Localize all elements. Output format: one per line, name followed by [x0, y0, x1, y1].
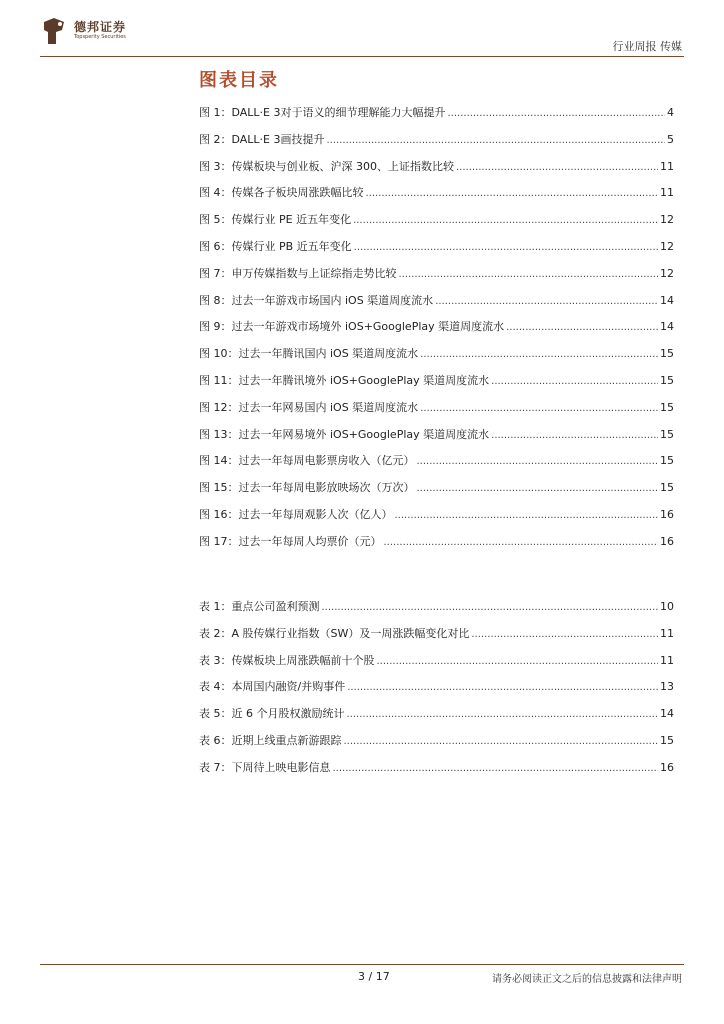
toc-entry[interactable]	[199, 479, 674, 506]
toc-entry-page: 12	[660, 213, 674, 227]
toc-entry-label: 图 9：过去一年游戏市场境外 iOS+GooglePlay 渠道周度流水	[199, 320, 505, 334]
toc-entry[interactable]	[199, 345, 674, 372]
toc-entry-label: 表 1：重点公司盈利预测	[199, 600, 320, 613]
toc-entry[interactable]	[199, 598, 674, 625]
toc-entry-label: 表 5：近 6 个月股权激励统计	[199, 707, 345, 721]
toc-entry-label: 图 6：传媒行业 PB 近五年变化	[199, 239, 352, 253]
toc-entry-page: 16	[660, 760, 674, 774]
toc-entry-label: 图 13：过去一年网易境外 iOS+GooglePlay 渠道周度流水	[199, 427, 490, 441]
figure-list	[199, 104, 674, 560]
toc-entry[interactable]	[199, 211, 674, 238]
toc-entry-label: 图 4：传媒各子板块周涨跌幅比较	[199, 186, 364, 200]
toc-entry-page: 16	[660, 507, 674, 521]
toc-entry-label: 图 8：过去一年游戏市场国内 iOS 渠道周度流水	[199, 293, 434, 307]
toc-entry-page: 15	[660, 481, 674, 495]
dot-leader	[456, 162, 658, 173]
dot-leader	[399, 269, 659, 280]
dot-leader	[448, 108, 666, 119]
toc-entry-page: 10	[660, 600, 674, 613]
toc-entry[interactable]	[199, 705, 674, 732]
toc-entry-page: 14	[660, 707, 674, 721]
toc-entry-label: 图 16：过去一年每周观影人次（亿人）	[199, 507, 393, 521]
dot-leader	[333, 763, 659, 774]
dot-leader	[395, 510, 659, 521]
toc-entry-page: 15	[660, 400, 674, 414]
toc-entry[interactable]	[199, 104, 674, 131]
logo-en-text: Topsperity Securities	[74, 34, 126, 40]
toc-entry-label: 表 4：本周国内融资/并购事件	[199, 680, 346, 694]
toc-entry[interactable]	[199, 265, 674, 292]
toc-entry[interactable]	[199, 238, 674, 265]
toc-entry[interactable]	[199, 533, 674, 560]
dot-leader	[347, 709, 659, 720]
toc-entry-label: 图 17：过去一年每周人均票价（元）	[199, 534, 382, 548]
toc-entry-page: 5	[667, 132, 674, 146]
toc-entry-page: 15	[660, 733, 674, 747]
dot-leader	[354, 242, 658, 253]
toc-entry-page: 12	[660, 266, 674, 280]
table-list	[199, 598, 674, 786]
toc-entry-label: 图 3：传媒板块与创业板、沪深 300、上证指数比较	[199, 159, 454, 173]
logo-cn-text: 德邦证券	[74, 20, 127, 34]
toc-entry[interactable]	[199, 732, 674, 759]
toc-entry[interactable]	[199, 759, 674, 786]
toc-entry-page: 14	[660, 293, 674, 307]
dot-leader	[420, 403, 658, 414]
toc-entry-label: 图 5：传媒行业 PE 近五年变化	[199, 213, 352, 227]
toc-entry[interactable]	[199, 625, 674, 652]
dot-leader	[420, 349, 658, 360]
toc-entry-page: 11	[660, 626, 674, 640]
toc-entry-label: 图 14：过去一年每周电影票房收入（亿元）	[199, 454, 415, 468]
toc-entry[interactable]	[199, 292, 674, 319]
toc-entry[interactable]	[199, 678, 674, 705]
dot-leader	[353, 215, 658, 226]
dot-leader	[377, 656, 659, 667]
toc-entry-page: 12	[660, 239, 674, 253]
toc-entry-page: 16	[660, 534, 674, 548]
toc-entry-label: 图 11：过去一年腾讯境外 iOS+GooglePlay 渠道周度流水	[199, 373, 490, 387]
dot-leader	[347, 682, 658, 693]
toc-entry[interactable]	[199, 131, 674, 158]
toc-entry-label: 图 10：过去一年腾讯国内 iOS 渠道周度流水	[199, 347, 419, 361]
toc-entry-label: 表 6：近期上线重点新游跟踪	[199, 733, 342, 747]
dot-leader	[384, 537, 659, 548]
toc-entry[interactable]	[199, 452, 674, 479]
dot-leader	[506, 322, 658, 333]
toc-entry-label: 表 3：传媒板块上周涨跌幅前十个股	[199, 653, 375, 667]
dot-leader	[366, 188, 659, 199]
toc-entry-page: 14	[660, 320, 674, 334]
logo-mark-icon	[40, 16, 68, 46]
page-title: 图表目录	[199, 70, 279, 91]
toc-entry-page: 13	[660, 680, 674, 694]
report-category: 行业周报 传媒	[612, 40, 682, 53]
page-number: 3 / 17	[358, 970, 390, 983]
toc-entry[interactable]	[199, 158, 674, 185]
toc-entry-page: 11	[660, 653, 674, 667]
toc-entry[interactable]	[199, 318, 674, 345]
toc-entry-label: 表 2：A 股传媒行业指数（SW）及一周涨跌幅变化对比	[199, 626, 470, 640]
dot-leader	[327, 135, 666, 146]
toc-entry[interactable]	[199, 506, 674, 533]
toc-entry-label: 图 2：DALL·E 3画技提升	[199, 132, 325, 146]
dot-leader	[471, 629, 658, 640]
toc-entry-page: 11	[660, 186, 674, 200]
toc-entry-label: 表 7：下周待上映电影信息	[199, 760, 331, 774]
dot-leader	[322, 602, 659, 613]
toc-entry[interactable]	[199, 372, 674, 399]
header-divider	[40, 56, 684, 57]
toc-entry-page: 15	[660, 427, 674, 441]
toc-entry-label: 图 15：过去一年每周电影放映场次（万次）	[199, 481, 415, 495]
toc-entry-label: 图 12：过去一年网易国内 iOS 渠道周度流水	[199, 400, 419, 414]
toc-entry-page: 15	[660, 347, 674, 361]
legal-disclaimer: 请务必阅读正文之后的信息披露和法律声明	[492, 974, 682, 985]
toc-entry-label: 图 7：申万传媒指数与上证综指走势比较	[199, 266, 397, 280]
toc-entry[interactable]	[199, 426, 674, 453]
footer-divider	[40, 964, 684, 965]
dot-leader	[417, 456, 659, 467]
dot-leader	[417, 483, 659, 494]
toc-entry-page: 15	[660, 454, 674, 468]
toc-entry-page: 11	[660, 159, 674, 173]
toc-entry-page: 15	[660, 373, 674, 387]
company-logo	[40, 16, 160, 46]
dot-leader	[435, 296, 658, 307]
dot-leader	[491, 430, 658, 441]
toc-entry[interactable]	[199, 184, 674, 211]
toc-entry-label: 图 1：DALL·E 3对于语义的细节理解能力大幅提升	[199, 106, 446, 119]
toc-entry-page: 4	[667, 106, 674, 119]
dot-leader	[491, 376, 658, 387]
toc-entry[interactable]	[199, 399, 674, 426]
toc-entry[interactable]	[199, 652, 674, 679]
dot-leader	[344, 736, 659, 747]
